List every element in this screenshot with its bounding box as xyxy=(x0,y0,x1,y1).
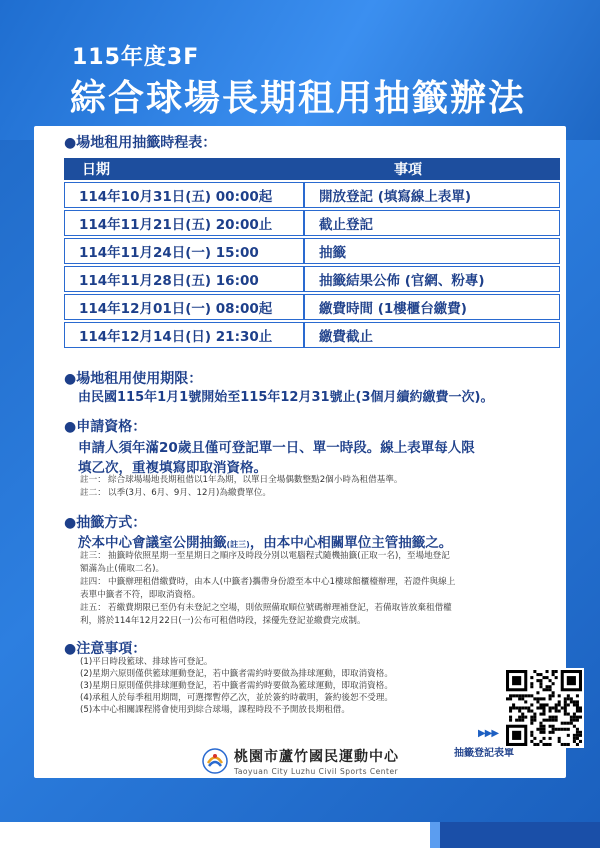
lottery-heading: ●抽籤方式： xyxy=(64,515,147,531)
content-card xyxy=(34,126,566,778)
eligibility-heading: ●申請資格： xyxy=(64,419,147,435)
note-2 xyxy=(80,487,271,500)
list-item: (4)承租人於每季租用期間，可選擇暫停乙次，並於簽約時載明，簽約後恕不受理。 xyxy=(80,693,393,703)
note-3-text-b: 額滿為止(備取二名)。 xyxy=(80,564,165,574)
note-3 xyxy=(80,550,450,563)
note-3-label: 註三： xyxy=(80,551,106,561)
note-2-text: 以季(3月、6月、9月、12月)為繳費單位。 xyxy=(108,488,271,498)
date-cell: 114年12月14日(日) 21:30止 xyxy=(64,322,304,348)
eligibility-line-1: 申請人須年滿20歲且僅可登記單一日、單一時段。線上表單每人限 xyxy=(78,440,475,456)
list-item: (3)星期日原則僅供排球運動登記，若中籤者需約時要做為籃球運動，即取消資格。 xyxy=(80,681,393,691)
period-text: 由民國115年1月1號開始至115年12月31號止(3個月續約繳費一次)。 xyxy=(78,390,494,405)
note-3-text-a: 抽籤時依照星期一至星期日之順序及時段分別以電腦程式隨機抽籤(正取一名)，至場地登記 xyxy=(108,551,450,561)
eligibility-line-2: 填乙次，重複填寫即取消資格。 xyxy=(78,460,267,476)
item-cell: 開放登記 (填寫線上表單) xyxy=(304,182,560,208)
qr-code[interactable] xyxy=(504,668,584,748)
table-row xyxy=(64,266,560,292)
col-date-header: 日期 xyxy=(64,158,304,180)
item-cell: 抽籤 xyxy=(304,238,560,264)
lottery-main xyxy=(78,531,452,551)
table-row xyxy=(64,294,560,320)
item-cell: 繳費截止 xyxy=(304,322,560,348)
bottom-bar-dark xyxy=(440,822,600,848)
arrows-icon: ▶▶▶ xyxy=(478,728,499,739)
item-cell: 截止登記 xyxy=(304,210,560,236)
date-cell: 114年12月01日(一) 08:00起 xyxy=(64,294,304,320)
schedule-heading: ●場地租用抽籤時程表： xyxy=(64,135,217,151)
note-1 xyxy=(80,474,403,487)
lottery-main-a: 於本中心會議室公開抽籤 xyxy=(78,535,227,551)
lottery-main-sup: (註三) xyxy=(226,540,250,549)
note-5-label: 註五： xyxy=(80,603,106,613)
list-item: (2)星期六原則僅供籃球運動登記，若中籤者需約時要做為排球運動，即取消資格。 xyxy=(80,669,393,679)
page-title: 綜合球場長期租用抽籤辦法 xyxy=(70,78,527,119)
header-year: 115年度3F xyxy=(72,45,200,70)
note-1-text: 綜合球場場地長期租借以1年為期，以單日全場偶數整點2個小時為租借基準。 xyxy=(108,475,403,485)
list-item: (5)本中心相關課程將會使用到綜合球場，課程時段不予開放長期租借。 xyxy=(80,705,350,715)
item-cell: 抽籤結果公佈 (官網、粉專) xyxy=(304,266,560,292)
date-cell: 114年10月31日(五) 00:00起 xyxy=(64,182,304,208)
schedule-header-row xyxy=(64,158,560,180)
center-logo xyxy=(202,746,399,776)
date-cell: 114年11月24日(一) 15:00 xyxy=(64,238,304,264)
note-4-text-b: 表單中籤者不符，即取消資格。 xyxy=(80,590,201,600)
note-5 xyxy=(80,602,452,615)
schedule-table xyxy=(64,156,560,350)
table-row xyxy=(64,238,560,264)
note-4-text-a: 中籤辦理租借繳費時，由本人(中籤者)攜帶身份證至本中心1樓球館櫃檯辦理，若證件與線上 xyxy=(108,577,456,587)
note-4-label: 註四： xyxy=(80,577,106,587)
note-1-label: 註一： xyxy=(80,475,106,485)
note-5-text-a: 若繳費期限已至仍有未登記之空場，則依照備取順位號碼辦理補登記，若備取皆放棄租借權 xyxy=(108,603,452,613)
item-cell: 繳費時間 (1樓櫃台繳費) xyxy=(304,294,560,320)
logo-name-en: Taoyuan City Luzhu Civil Sports Center xyxy=(234,767,399,776)
date-cell: 114年11月28日(五) 16:00 xyxy=(64,266,304,292)
note-4 xyxy=(80,576,455,589)
period-heading: ●場地租用使用期限： xyxy=(64,371,203,387)
logo-name-cn: 桃園市蘆竹國民運動中心 xyxy=(234,749,399,765)
lottery-main-b: ，由本中心相關單位主管抽籤之。 xyxy=(249,535,453,551)
qr-code-icon xyxy=(506,670,582,746)
logo-icon xyxy=(202,748,228,774)
table-row xyxy=(64,322,560,348)
table-row xyxy=(64,182,560,208)
list-item: (1)平日時段籃球、排球皆可登記。 xyxy=(80,657,213,667)
note-2-label: 註二： xyxy=(80,488,106,498)
notices-heading: ●注意事項： xyxy=(64,641,147,657)
note-5-text-b: 利，將於114年12月22日(一)公布可租借時段，採優先登記並繳費完成制。 xyxy=(80,616,366,626)
table-row xyxy=(64,210,560,236)
col-item-header: 事項 xyxy=(304,158,560,180)
qr-label: 抽籤登記表單 xyxy=(454,748,514,759)
date-cell: 114年11月21日(五) 20:00止 xyxy=(64,210,304,236)
